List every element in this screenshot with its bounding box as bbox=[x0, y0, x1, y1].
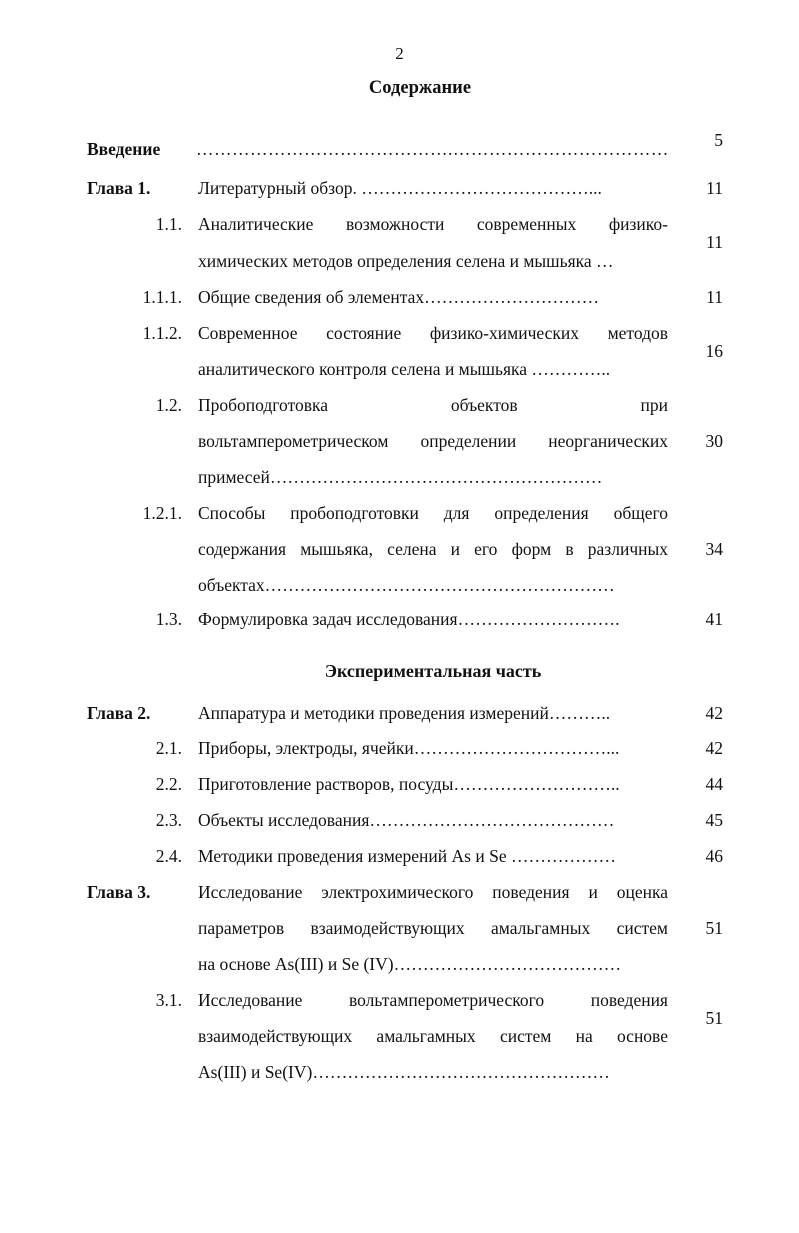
toc-1-2-line1: Пробоподготовка объектов при bbox=[198, 395, 668, 415]
toc-intro-label: Введение bbox=[87, 139, 161, 159]
toc-3-1-line1: Исследование вольтамперометрического поведения bbox=[198, 990, 668, 1010]
toc-2-4-page: 46 bbox=[705, 846, 723, 866]
toc-ch2-page: 42 bbox=[705, 703, 723, 723]
toc-1-1-1-text: Общие сведения об элементах………………………… bbox=[198, 287, 600, 307]
toc-3-1-line3: As(III) и Se(IV)…………………………………………… bbox=[198, 1062, 610, 1082]
toc-3-1-page: 51 bbox=[705, 1008, 723, 1028]
toc-2-1-num: 2.1. bbox=[155, 738, 182, 758]
toc-1-2-1-line2: содержания мышьяка, селена и его форм в различных bbox=[198, 539, 668, 559]
toc-1-3-page: 41 bbox=[705, 609, 723, 629]
toc-1-1-1-num: 1.1.1. bbox=[142, 287, 182, 307]
toc-2-3-page: 45 bbox=[705, 810, 723, 830]
toc-1-1-line2: химических методов определения селена и мышьяка … bbox=[198, 251, 614, 271]
toc-2-2-page: 44 bbox=[705, 774, 723, 794]
toc-ch2-text: Аппаратура и методики проведения измерений……….. bbox=[198, 703, 611, 723]
toc-1-2-1-page: 34 bbox=[705, 539, 723, 559]
toc-ch3-line3: на основе As(III) и Se (IV)………………………………… bbox=[198, 954, 622, 974]
toc-3-1-num: 3.1. bbox=[155, 990, 182, 1010]
toc-1-1-2-line2: аналитического контроля селена и мышьяка ………….. bbox=[198, 359, 611, 379]
page-number: 2 bbox=[395, 44, 404, 63]
toc-1-2-line3: примесей………………………………………………… bbox=[198, 467, 603, 487]
toc-1-1-num: 1.1. bbox=[155, 214, 182, 234]
section-title: Экспериментальная часть bbox=[324, 661, 542, 681]
toc-2-2-num: 2.2. bbox=[155, 774, 182, 794]
toc-ch3-line2: параметров взаимодействующих амальгамных систем bbox=[198, 918, 668, 938]
toc-2-1-text: Приборы, электроды, ячейки……………………………... bbox=[198, 738, 620, 758]
toc-2-1-page: 42 bbox=[705, 738, 723, 758]
toc-1-1-page: 11 bbox=[706, 232, 723, 252]
toc-3-1-line2: взаимодействующих амальгамных систем на основе bbox=[198, 1026, 668, 1046]
page-title: Содержание bbox=[368, 78, 472, 98]
toc-ch1-page: 11 bbox=[706, 178, 723, 198]
toc-1-1-2-line1: Современное состояние физико-химических методов bbox=[198, 323, 668, 343]
toc-ch1-label: Глава 1. bbox=[87, 178, 151, 198]
toc-2-4-num: 2.4. bbox=[155, 846, 182, 866]
toc-ch3-page: 51 bbox=[705, 918, 723, 938]
toc-ch1-text: Литературный обзор. …………………………………... bbox=[198, 178, 602, 198]
toc-1-1-line1: Аналитические возможности современных физико- bbox=[198, 214, 668, 234]
toc-intro-page: 5 bbox=[714, 130, 723, 150]
toc-1-2-line2: вольтамперометрическом определении неорганических bbox=[198, 431, 668, 451]
toc-1-3-num: 1.3. bbox=[155, 609, 182, 629]
toc-1-1-1-page: 11 bbox=[706, 287, 723, 307]
toc-ch3-line1: Исследование электрохимического поведения и оценка bbox=[198, 882, 668, 902]
toc-1-2-1-line1: Способы пробоподготовки для определения общего bbox=[198, 503, 668, 523]
toc-2-3-num: 2.3. bbox=[155, 810, 182, 830]
toc-intro-dots: …………………………………….……………………………… bbox=[196, 139, 669, 159]
toc-1-3-text: Формулировка задач исследования………………………. bbox=[198, 609, 620, 629]
toc-ch3-label: Глава 3. bbox=[87, 882, 151, 902]
toc-1-2-1-num: 1.2.1. bbox=[142, 503, 182, 523]
toc-2-2-text: Приготовление растворов, посуды……………………….. bbox=[198, 774, 620, 794]
toc-2-3-text: Объекты исследования…………………………………… bbox=[198, 810, 615, 830]
toc-2-4-text: Методики проведения измерений As и Se ……………… bbox=[198, 846, 616, 866]
toc-ch2-label: Глава 2. bbox=[87, 703, 151, 723]
toc-1-2-1-line3: объектах…………………………………………………… bbox=[198, 575, 615, 595]
toc-1-1-2-page: 16 bbox=[705, 341, 723, 361]
toc-1-2-page: 30 bbox=[705, 431, 723, 451]
toc-1-2-num: 1.2. bbox=[155, 395, 182, 415]
toc-1-1-2-num: 1.1.2. bbox=[142, 323, 182, 343]
